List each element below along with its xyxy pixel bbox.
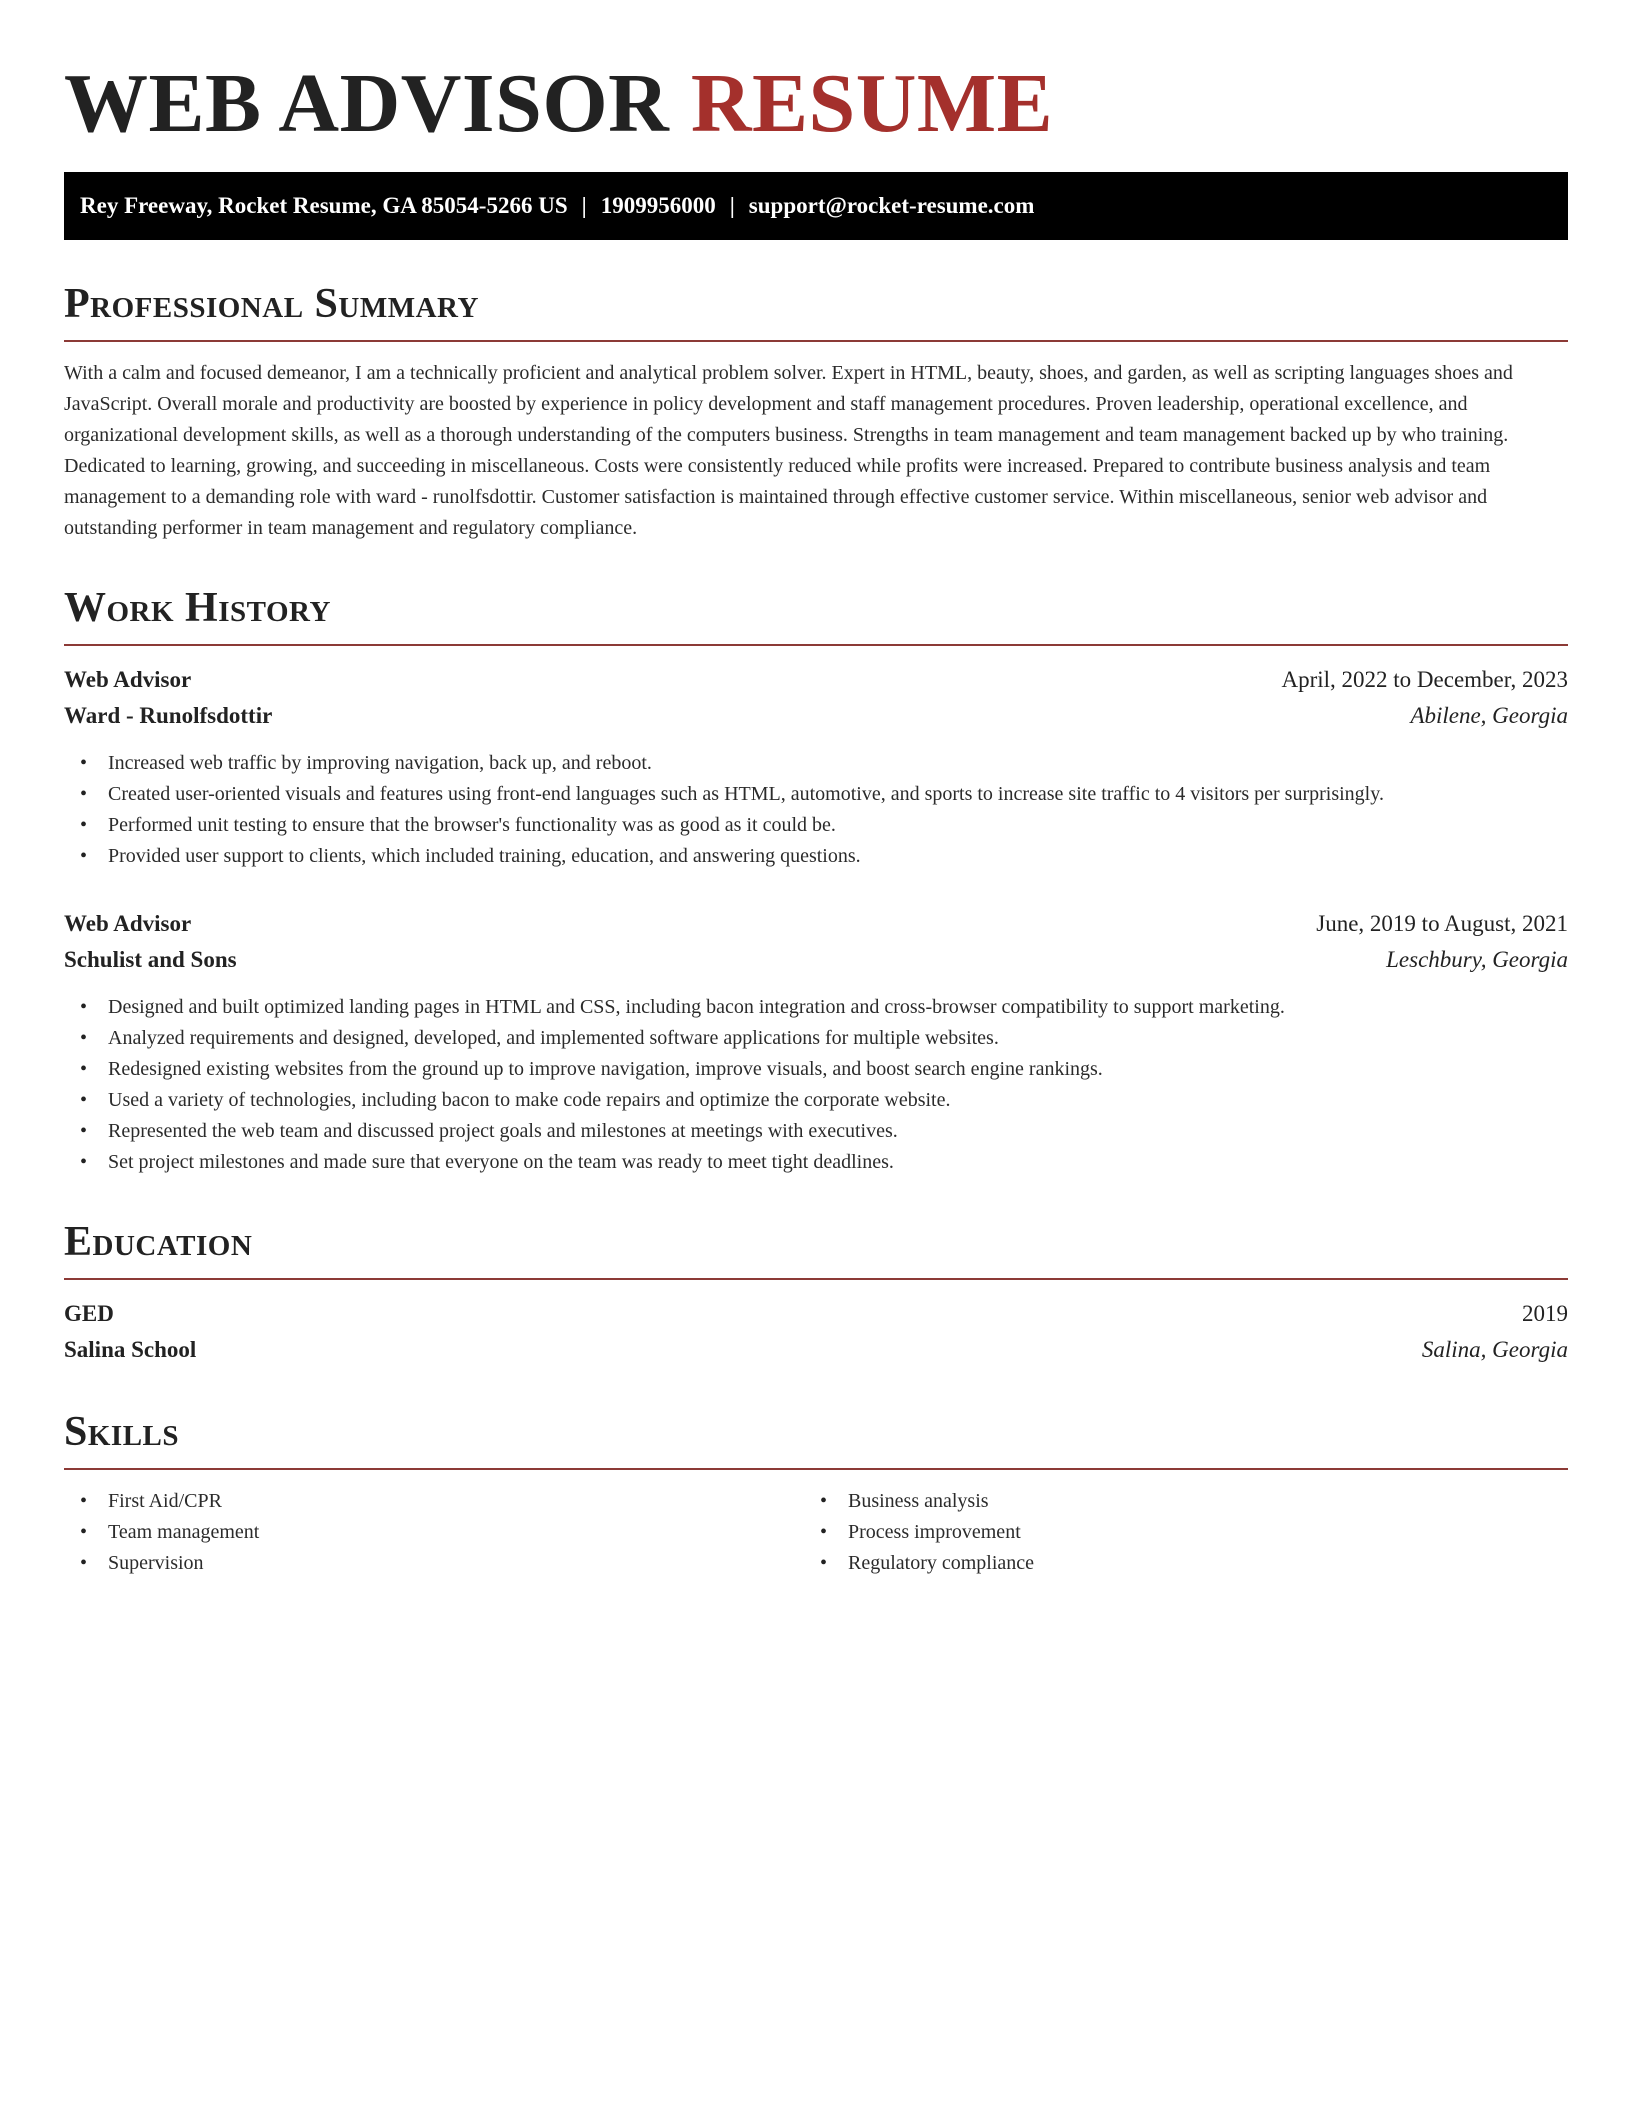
skill-item: • Team management bbox=[64, 1517, 804, 1548]
job-location: Abilene, Georgia bbox=[1410, 703, 1568, 728]
job-location: Leschbury, Georgia bbox=[1386, 947, 1568, 972]
education-year: 2019 bbox=[1522, 1301, 1568, 1326]
job-title: Web Advisor bbox=[64, 667, 192, 692]
education-heading: Education bbox=[64, 1219, 253, 1265]
skills-column-left bbox=[64, 1486, 804, 1579]
resume-title-main: WEB ADVISOR bbox=[64, 57, 670, 150]
education-location: Salina, Georgia bbox=[1421, 1337, 1568, 1362]
education-section bbox=[64, 1218, 1568, 1368]
job-bullet: • Increased web traffic by improving navigation, back up, and reboot. bbox=[64, 748, 1568, 779]
skills-heading: Skills bbox=[64, 1409, 180, 1455]
skills-column-right bbox=[804, 1486, 1544, 1579]
job-bullet: • Created user-oriented visuals and features using front-end languages such as HTML, automotive, and sports to increase site traffic to 4 visitors per surprisingly. bbox=[64, 779, 1568, 810]
job-bullet: • Set project milestones and made sure that everyone on the team was ready to meet tight deadlines. bbox=[64, 1147, 1568, 1178]
job-bullets bbox=[64, 992, 1568, 1178]
education-degree: GED bbox=[64, 1301, 114, 1326]
contact-separator: | bbox=[581, 193, 587, 218]
contact-address: Rey Freeway, Rocket Resume, GA 85054-5266 US bbox=[80, 193, 568, 218]
section-divider bbox=[64, 1468, 1568, 1470]
job-company: Schulist and Sons bbox=[64, 947, 237, 972]
job-bullet: • Performed unit testing to ensure that the browser's functionality was as good as it could be. bbox=[64, 810, 1568, 841]
job-bullet: • Provided user support to clients, which included training, education, and answering questions. bbox=[64, 841, 1568, 872]
contact-bar bbox=[64, 172, 1568, 240]
section-divider bbox=[64, 1278, 1568, 1280]
section-divider bbox=[64, 340, 1568, 342]
summary-text: With a calm and focused demeanor, I am a technically proficient and analytical problem solver. Expert in HTML, beauty, shoes, and garden, as well as scripting languages shoes and JavaScript. Overall morale and productivity are boosted by experience in policy development and staff management procedures. Proven leadership, operational excellence, and organizational development skills, as well as a thorough understanding of the computers business. Strengths in team management and team management backed up by who training. Dedicated to learning, growing, and succeeding in miscellaneous. Costs were consistently reduced while profits were increased. Prepared to contribute business analysis and team management to a demanding role with ward - runolfsdottir. Customer satisfaction is maintained through effective customer service. Within miscellaneous, senior web advisor and outstanding performer in team management and regulatory compliance. bbox=[64, 362, 1513, 539]
job-bullet: • Designed and built optimized landing pages in HTML and CSS, including bacon integration and cross-browser compatibility to support marketing. bbox=[64, 992, 1568, 1023]
education-entry bbox=[64, 1296, 1568, 1368]
skill-item: • Process improvement bbox=[804, 1517, 1544, 1548]
job-dates: April, 2022 to December, 2023 bbox=[1281, 667, 1568, 692]
skill-item: • First Aid/CPR bbox=[64, 1486, 804, 1517]
contact-phone: 1909956000 bbox=[600, 193, 716, 218]
summary-heading: Professional Summary bbox=[64, 281, 479, 327]
skills-section bbox=[64, 1408, 1568, 1579]
contact-email: support@rocket-resume.com bbox=[748, 193, 1035, 218]
resume-title-accent: RESUME bbox=[690, 57, 1054, 150]
job-bullets bbox=[64, 748, 1568, 872]
job-bullet: • Analyzed requirements and designed, developed, and implemented software applications for multiple websites. bbox=[64, 1023, 1568, 1054]
skill-item: • Supervision bbox=[64, 1548, 804, 1579]
skill-item: • Regulatory compliance bbox=[804, 1548, 1544, 1579]
job-bullet: • Represented the web team and discussed project goals and milestones at meetings with executives. bbox=[64, 1116, 1568, 1147]
job-entry bbox=[64, 662, 1568, 872]
skill-item: • Business analysis bbox=[804, 1486, 1544, 1517]
work-history-section bbox=[64, 584, 1568, 1178]
resume-page bbox=[64, 0, 1568, 1579]
job-bullet: • Used a variety of technologies, including bacon to make code repairs and optimize the corporate website. bbox=[64, 1085, 1568, 1116]
job-title: Web Advisor bbox=[64, 911, 192, 936]
education-school: Salina School bbox=[64, 1337, 197, 1362]
skills-grid bbox=[64, 1486, 1568, 1579]
contact-separator: | bbox=[729, 193, 735, 218]
resume-title bbox=[64, 0, 1568, 152]
summary-section bbox=[64, 280, 1568, 544]
work-history-heading: Work History bbox=[64, 585, 331, 631]
job-dates: June, 2019 to August, 2021 bbox=[1316, 911, 1568, 936]
job-entry bbox=[64, 906, 1568, 1178]
job-bullet: • Redesigned existing websites from the ground up to improve navigation, improve visuals, and boost search engine rankings. bbox=[64, 1054, 1568, 1085]
job-company: Ward - Runolfsdottir bbox=[64, 703, 273, 728]
section-divider bbox=[64, 644, 1568, 646]
